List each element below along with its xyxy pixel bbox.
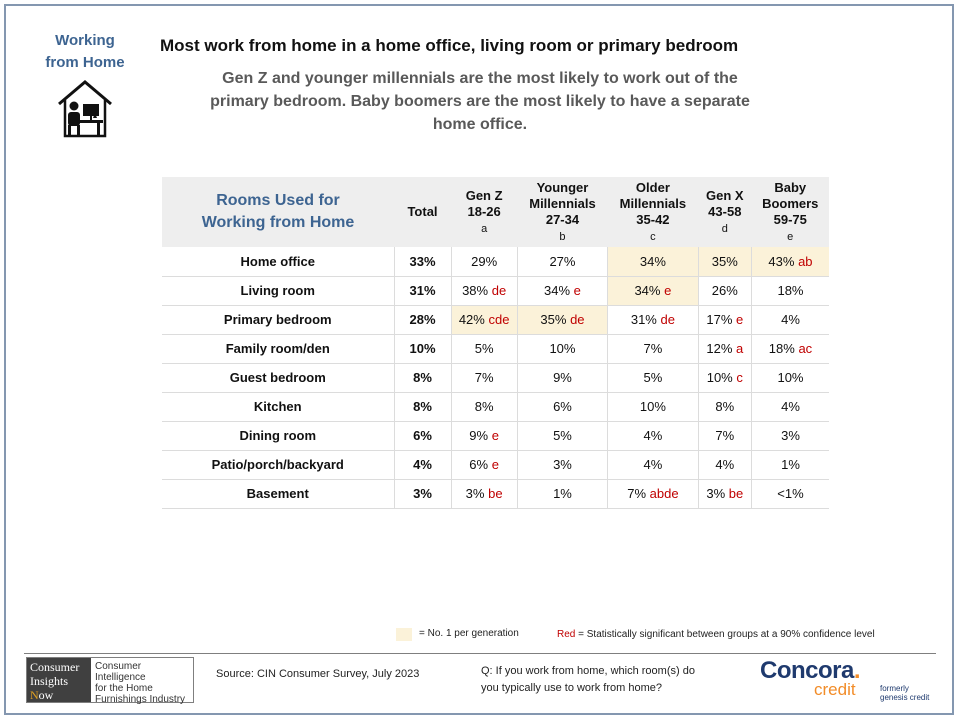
cell-value: 5% xyxy=(643,370,663,385)
value-cell xyxy=(751,479,829,508)
value-cell xyxy=(698,421,751,450)
cin-logo xyxy=(26,657,194,703)
table-row xyxy=(162,421,829,450)
value-cell xyxy=(517,305,607,334)
cell-value: 27% xyxy=(549,253,576,269)
value-cell xyxy=(517,450,607,479)
value-cell xyxy=(698,334,751,363)
value-cell xyxy=(698,363,751,392)
total-value: 8% xyxy=(394,363,451,392)
column-header-younger-millennials: Younger Millennials 27-34 b xyxy=(517,177,607,247)
cell-value: 3% xyxy=(781,428,800,443)
cell-value: 6% xyxy=(553,399,572,414)
cell-value: 17% xyxy=(706,312,733,327)
significance-letters: e xyxy=(573,283,581,298)
value-cell xyxy=(698,276,751,305)
total-value: 33% xyxy=(394,247,451,276)
column-header-gen-x: Gen X 43-58 d xyxy=(698,177,751,247)
cell-value: 34% xyxy=(634,283,661,298)
cell-value: 1% xyxy=(553,486,572,501)
value-cell xyxy=(751,450,829,479)
value-cell xyxy=(451,392,517,421)
cell-value: 34% xyxy=(544,283,571,298)
value-cell xyxy=(608,247,698,276)
value-cell xyxy=(451,450,517,479)
room-label: Primary bedroom xyxy=(162,305,394,334)
cell-value: 42% xyxy=(458,312,485,327)
headline: Most work from home in a home office, living room or primary bedroom xyxy=(160,36,739,55)
cell-value: 10% xyxy=(549,341,576,356)
column-header-older-millennials: Older Millennials 35-42 c xyxy=(608,177,698,247)
rooms-table xyxy=(162,177,829,509)
cell-value: 4% xyxy=(781,312,800,327)
value-cell xyxy=(608,421,698,450)
cell-value: 9% xyxy=(553,370,572,385)
cell-value: 10% xyxy=(777,370,804,385)
significance-letters: ab xyxy=(798,253,813,269)
table-row xyxy=(162,334,829,363)
room-label: Kitchen xyxy=(162,392,394,421)
cell-value: 12% xyxy=(706,341,733,356)
cell-value: 9% xyxy=(469,428,489,443)
significance-legend-label: = Statistically significant between groups at a 90% confidence level xyxy=(575,629,875,640)
cell-value: 3% xyxy=(553,457,572,472)
room-label: Patio/porch/backyard xyxy=(162,450,394,479)
value-cell xyxy=(451,479,517,508)
significance-letters: e xyxy=(664,283,672,298)
badge-title-line2: from Home xyxy=(45,54,125,71)
cell-value: 10% xyxy=(639,399,666,414)
table-row xyxy=(162,305,829,334)
value-cell xyxy=(698,247,751,276)
significance-letters: cde xyxy=(488,312,510,327)
no1-legend-swatch xyxy=(396,628,412,641)
cell-value: 38% xyxy=(462,283,489,298)
total-value: 6% xyxy=(394,421,451,450)
table-header-row xyxy=(162,177,829,247)
formerly-note: formerly genesis credit xyxy=(880,684,930,702)
significance-letters: e xyxy=(491,457,499,472)
cell-value: 3% xyxy=(465,486,485,501)
significance-letters: abde xyxy=(649,486,679,501)
significance-letters: be xyxy=(488,486,503,501)
value-cell xyxy=(451,421,517,450)
cell-value: 1% xyxy=(781,457,800,472)
column-header-gen-z: Gen Z 18-26 a xyxy=(451,177,517,247)
subheadline: Gen Z and younger millennials are the most likely to work out of the primary bedroom. Baby boomers are the most likely to have a separate home office. xyxy=(210,70,750,133)
room-label: Family room/den xyxy=(162,334,394,363)
cell-value: 8% xyxy=(474,399,494,414)
cell-value: 5% xyxy=(474,341,494,356)
value-cell xyxy=(608,479,698,508)
home-office-icon xyxy=(55,78,115,140)
concora-wordmark: Concora. xyxy=(760,657,861,684)
value-cell xyxy=(451,363,517,392)
table-row xyxy=(162,247,829,276)
total-value: 8% xyxy=(394,392,451,421)
no1-legend-label: = No. 1 per generation xyxy=(419,628,519,639)
source-note: Source: CIN Consumer Survey, July 2023 xyxy=(216,668,420,680)
value-cell xyxy=(751,421,829,450)
room-label: Living room xyxy=(162,276,394,305)
value-cell xyxy=(608,305,698,334)
value-cell xyxy=(751,305,829,334)
rooms-column-header xyxy=(162,177,394,247)
significance-legend xyxy=(557,629,875,640)
table-row xyxy=(162,363,829,392)
total-value: 10% xyxy=(394,334,451,363)
value-cell xyxy=(698,305,751,334)
table-row xyxy=(162,392,829,421)
value-cell xyxy=(517,247,607,276)
cell-value: 3% xyxy=(706,486,726,501)
cell-value: 7% xyxy=(627,486,647,501)
cell-value: 4% xyxy=(715,457,735,472)
rooms-header-line1: Rooms Used for xyxy=(216,192,340,209)
value-cell xyxy=(451,276,517,305)
total-value: 31% xyxy=(394,276,451,305)
value-cell xyxy=(698,479,751,508)
cin-logo-tagline: Consumer Intelligence for the Home Furnishings Industry xyxy=(95,661,186,705)
value-cell xyxy=(751,334,829,363)
cell-value: 7% xyxy=(474,370,494,385)
survey-question: Q: If you work from home, which room(s) do you typically use to work from home? xyxy=(481,665,695,694)
significance-letters: de xyxy=(660,312,675,327)
rooms-header-line2: Working from Home xyxy=(201,214,355,231)
value-cell xyxy=(608,334,698,363)
value-cell xyxy=(517,334,607,363)
value-cell xyxy=(608,276,698,305)
significance-letters: e xyxy=(491,428,499,443)
room-label: Guest bedroom xyxy=(162,363,394,392)
value-cell xyxy=(608,450,698,479)
value-cell xyxy=(517,421,607,450)
cell-value: <1% xyxy=(777,486,804,501)
table-body xyxy=(162,247,829,508)
cell-value: 35% xyxy=(711,253,738,269)
significance-letters: ac xyxy=(798,341,813,356)
room-label: Home office xyxy=(162,247,394,276)
significance-letters: e xyxy=(736,312,744,327)
table-row xyxy=(162,479,829,508)
value-cell xyxy=(451,247,517,276)
value-cell xyxy=(517,479,607,508)
value-cell xyxy=(451,305,517,334)
value-cell xyxy=(451,334,517,363)
cell-value: 7% xyxy=(643,341,663,356)
value-cell xyxy=(517,363,607,392)
cell-value: 4% xyxy=(643,428,663,443)
column-header-baby-boomers: Baby Boomers 59-75 e xyxy=(751,177,829,247)
total-value: 4% xyxy=(394,450,451,479)
value-cell xyxy=(698,450,751,479)
significance-letters: de xyxy=(491,283,507,298)
significance-letters: de xyxy=(570,312,585,327)
cell-value: 10% xyxy=(706,370,733,385)
footer-divider xyxy=(24,653,936,654)
significance-letters: a xyxy=(736,341,744,356)
total-value: 28% xyxy=(394,305,451,334)
value-cell xyxy=(751,276,829,305)
cell-value: 4% xyxy=(781,399,800,414)
table-row xyxy=(162,276,829,305)
concora-credit-word: credit xyxy=(814,680,856,699)
cell-value: 26% xyxy=(711,283,738,298)
value-cell xyxy=(517,276,607,305)
cell-value: 6% xyxy=(469,457,489,472)
cell-value: 5% xyxy=(553,428,572,443)
topic-badge xyxy=(30,30,140,140)
value-cell xyxy=(608,392,698,421)
significance-letters: be xyxy=(728,486,744,501)
value-cell xyxy=(751,247,829,276)
concora-logo xyxy=(760,657,940,707)
value-cell xyxy=(698,392,751,421)
cell-value: 18% xyxy=(768,341,795,356)
cell-value: 31% xyxy=(630,312,657,327)
cell-value: 8% xyxy=(715,399,735,414)
total-column-header: Total xyxy=(394,177,451,247)
significance-letters: c xyxy=(736,370,743,385)
cell-value: 34% xyxy=(639,253,666,269)
value-cell xyxy=(751,363,829,392)
room-label: Basement xyxy=(162,479,394,508)
cin-logo-wordmark: Consumer Insights Now xyxy=(27,658,91,702)
badge-title-line1: Working xyxy=(55,32,115,49)
room-label: Dining room xyxy=(162,421,394,450)
table-row xyxy=(162,450,829,479)
cell-value: 35% xyxy=(540,312,567,327)
total-value: 3% xyxy=(394,479,451,508)
cell-value: 7% xyxy=(715,428,735,443)
value-cell xyxy=(517,392,607,421)
cell-value: 29% xyxy=(471,253,498,269)
cell-value: 18% xyxy=(777,283,804,298)
cell-value: 4% xyxy=(643,457,663,472)
significance-legend-red-word: Red xyxy=(557,629,576,640)
value-cell xyxy=(751,392,829,421)
cell-value: 43% xyxy=(768,253,795,269)
value-cell xyxy=(608,363,698,392)
